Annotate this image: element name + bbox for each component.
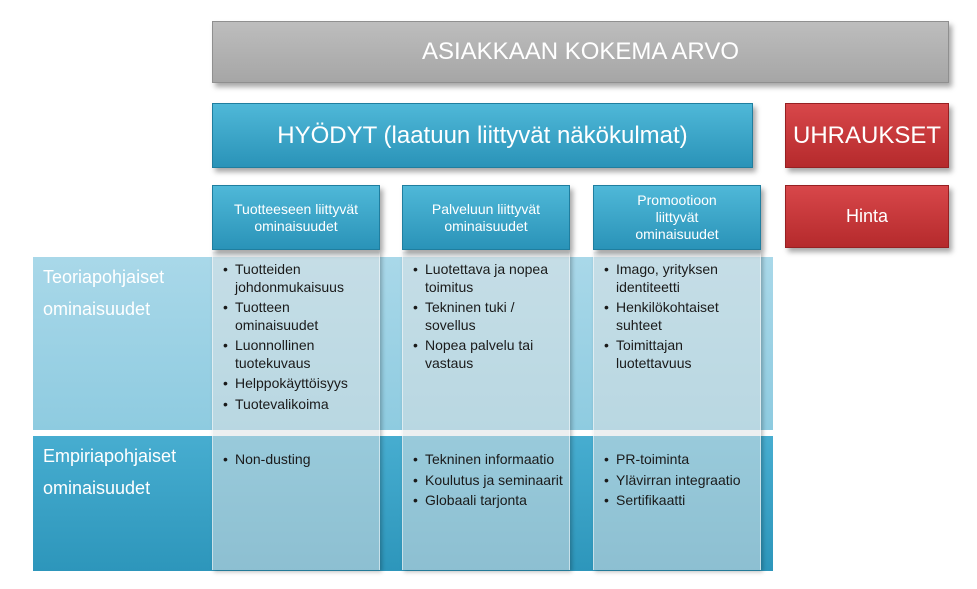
price-box xyxy=(785,185,949,248)
list-item: • Globaali tarjonta xyxy=(425,492,565,510)
list-item: • Ylävirran integraatio xyxy=(616,472,756,490)
promotion-column-header: Promootioon liittyvät ominaisuudet xyxy=(593,185,761,250)
service-column-header: Palveluun liittyvät ominaisuudet xyxy=(402,185,570,250)
promotion-theory-list xyxy=(596,261,756,375)
theory-row-label xyxy=(43,261,164,325)
list-item: • Luonnollinen tuotekuvaus xyxy=(235,337,375,372)
list-item: • Tuotteiden johdonmukaisuus xyxy=(235,261,375,296)
customer-value-box xyxy=(212,21,949,83)
promotion-empiric-list xyxy=(596,451,756,513)
product-theory-list xyxy=(215,261,375,416)
benefits-title: HYÖDYT (laatuun liittyvät näkökulmat) xyxy=(277,121,688,149)
list-item: • Tekninen informaatio xyxy=(425,451,565,469)
list-item: • Luotettava ja nopea toimitus xyxy=(425,261,565,296)
empiric-row-label xyxy=(43,440,176,504)
list-item: • Koulutus ja seminaarit xyxy=(425,472,565,490)
price-label: Hinta xyxy=(845,206,889,226)
list-item: • Non-dusting xyxy=(235,451,375,469)
service-theory-list xyxy=(405,261,565,375)
product-column-header: Tuotteeseen liittyvät ominaisuudet xyxy=(212,185,380,250)
list-item: • Helppokäyttöisyys xyxy=(235,375,375,393)
list-item: • Tuotteen ominaisuudet xyxy=(235,299,375,334)
service-empiric-list xyxy=(405,451,565,513)
benefits-box xyxy=(212,103,753,168)
theory-row-label-line2: ominaisuudet xyxy=(43,299,151,319)
sacrifices-title: UHRAUKSET xyxy=(792,121,942,149)
list-item: • Henkilökohtaiset suhteet xyxy=(616,299,756,334)
customer-value-title: ASIAKKAAN KOKEMA ARVO xyxy=(421,38,739,65)
list-item: • PR-toiminta xyxy=(616,451,756,469)
list-item: • Nopea palvelu tai vastaus xyxy=(425,337,565,372)
sacrifices-box xyxy=(785,103,949,168)
product-empiric-list xyxy=(215,451,375,472)
empiric-row-label-line2: ominaisuudet xyxy=(43,478,151,498)
theory-row-label-line1: Teoriapohjaiset xyxy=(43,267,165,287)
list-item: • Imago, yrityksen identiteetti xyxy=(616,261,756,296)
list-item: • Sertifikaatti xyxy=(616,492,756,510)
empiric-row-label-line1: Empiriapohjaiset xyxy=(43,446,177,466)
list-item: • Tuotevalikoima xyxy=(235,396,375,414)
list-item: • Toimittajan luotettavuus xyxy=(616,337,756,372)
list-item: • Tekninen tuki / sovellus xyxy=(425,299,565,334)
